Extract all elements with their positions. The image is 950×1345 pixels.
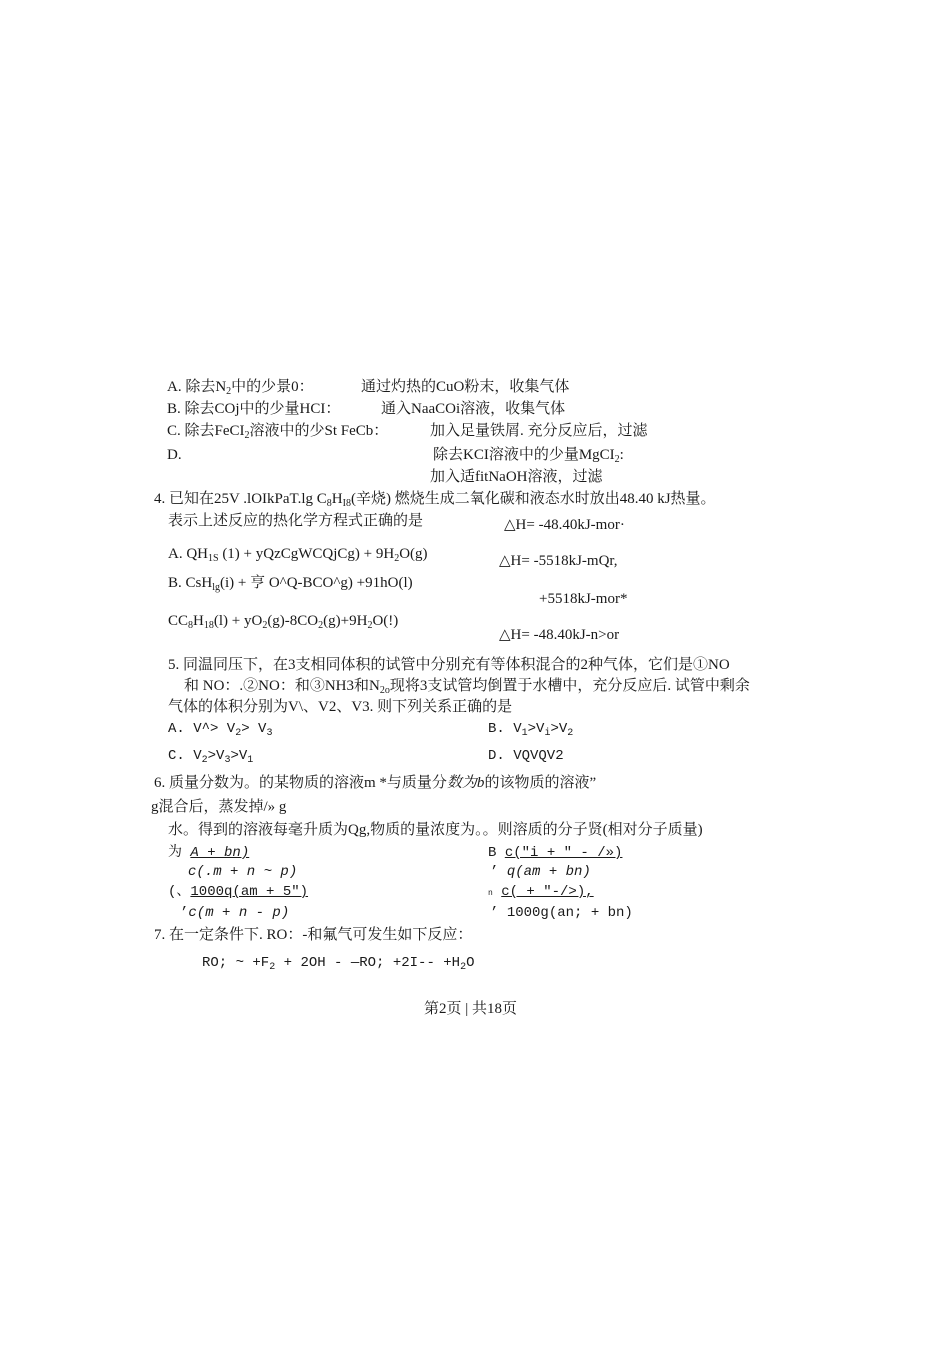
q5-a-2: > V: [241, 721, 267, 737]
q5-c-2: >V: [207, 748, 225, 764]
q6-d-num: c( + "-/>),: [501, 884, 594, 900]
q5-c-s2: 3: [224, 755, 231, 766]
q5-b-s2: i: [544, 728, 551, 739]
q3-d-method: 加入适fitNaOH溶液，过滤: [430, 469, 603, 485]
q4-dh-2: △H= -5518kJ-mQr,: [499, 553, 618, 569]
q5-stem-line3: 气体的体积分别为V\、V2、V3. 则下列关系正确的是: [168, 699, 513, 715]
q7-eq-2: + 2OH - —RO; +2I-- +H: [275, 955, 461, 971]
q3-d-target: [433, 446, 624, 464]
q5-a-s2: 3: [266, 728, 273, 739]
q5-stem-line2: [184, 677, 750, 695]
q5-option-a: [168, 720, 272, 738]
q5-option-b: [488, 720, 573, 738]
q4-c-4: (g)-8CO: [267, 613, 319, 629]
q6-d-pre: n: [488, 889, 493, 898]
q6-d-mark: ’: [490, 905, 499, 921]
q3-option-b: B. 除去COj中的少量HCI：: [167, 401, 341, 417]
q3-c-rest: 溶液中的少St FeCb：: [249, 423, 389, 439]
q5-c-s1: 2: [201, 755, 208, 766]
q5-c-1: C. V: [168, 748, 202, 764]
q5-c-3: >V: [230, 748, 248, 764]
q5-a-1: A. V^> V: [168, 721, 236, 737]
q3-a-label: A. 除去N: [167, 379, 227, 395]
q6-a-pre: 为: [168, 845, 191, 861]
q7-eq-3: O: [466, 955, 475, 971]
q5-a-s1: 2: [235, 728, 242, 739]
q6-b-den-line: [490, 863, 591, 881]
q4-c-s5: 2: [367, 620, 373, 631]
q5-c-s3: 1: [247, 755, 254, 766]
q4-c-s1: 8: [188, 620, 194, 631]
q6-c-den-line: [180, 904, 289, 922]
q4-c-3: (l) + yO: [213, 613, 263, 629]
q4-a-2: (1) + yQzCgWCQjCg) + 9H: [218, 546, 395, 562]
q4-c-s3: 2: [262, 620, 268, 631]
q4-l1b: H: [331, 491, 343, 507]
q4-l1s1: 8: [326, 498, 332, 509]
q6-c-pre: (、: [168, 884, 191, 900]
q7-eq-1: RO; ~ +F: [202, 955, 270, 971]
q4-dh-4: △H= -48.40kJ-n>or: [499, 627, 620, 643]
q5-stem-line1: 5. 同温同压下，在3支相同体积的试管中分别充有等体积混合的2种气体，它们是①NO: [168, 657, 730, 673]
q6-b-pre: B: [488, 845, 505, 861]
q6-c-mark: ’: [180, 905, 189, 921]
q4-b-2: (i) + 亨 O^Q-BCO^g) +91hO(l): [219, 575, 413, 591]
q6-option-c: [168, 883, 308, 901]
q4-dh-1: △H= -48.40kJ-mor·: [504, 517, 625, 533]
q3-option-d-label: D.: [167, 447, 182, 463]
q5-l2-sub: 2o: [379, 685, 390, 696]
q3-c-label: C. 除去FeCI: [167, 423, 245, 439]
q7-eq-s2: 2: [460, 962, 467, 973]
q3-option-c: [167, 422, 388, 440]
q3-d-target-text: 除去KCI溶液中的少量MgCI: [433, 447, 615, 463]
q6-a-num: A + bn): [190, 845, 250, 861]
q3-d-target-end: :: [619, 447, 624, 463]
q3-c-sub: 2: [244, 430, 250, 441]
q6-l1c: 的该物质的溶液”: [484, 775, 597, 791]
page-footer: 第2页 | 共18页: [424, 1001, 518, 1017]
q3-a-method: 通过灼热的CuO粉末，收集气体: [361, 379, 570, 395]
q6-l1b: 数为b: [446, 775, 485, 791]
q6-stem-line2: g混合后，蒸发掉/» g: [151, 799, 287, 815]
q6-b-den: q(am + bn): [506, 864, 591, 880]
q4-option-b: [168, 574, 413, 592]
q6-d-den-line: [490, 904, 633, 922]
q5-option-d: D. VQVQV2: [488, 748, 564, 764]
q4-c-1: CC: [168, 613, 189, 629]
q5-b-s1: 1: [521, 728, 528, 739]
q4-c-5: (g)+9H: [323, 613, 368, 629]
q6-a-den: c(.m + n ~ p): [188, 864, 298, 880]
q3-c-method: 加入足量铁屑. 充分反应后，过滤: [430, 423, 648, 439]
q4-a-1: A. QH: [168, 546, 208, 562]
q5-b-1: B. V: [488, 721, 522, 737]
q4-l1a: 4. 已知在25V .lOIkPaT.lg C: [154, 491, 327, 507]
q6-b-num: c("i + " - /»): [504, 845, 623, 861]
q3-a-rest: 中的少景0：: [231, 379, 314, 395]
q5-b-s3: 2: [567, 728, 574, 739]
q4-dh-3: +5518kJ-mor*: [539, 591, 628, 607]
q4-c-s2: 18: [203, 620, 214, 631]
q6-c-num: 1000q(am + 5"): [190, 884, 309, 900]
q4-b-s1: lg: [212, 582, 220, 593]
q5-b-3: >V: [550, 721, 568, 737]
q7-stem-line1: 7. 在一定条件下. RO：-和氟气可发生如下反应：: [154, 927, 473, 943]
q6-option-d: [488, 883, 594, 903]
q4-c-s4: 2: [318, 620, 324, 631]
q4-c-2: H: [193, 613, 204, 629]
q7-equation: [202, 954, 475, 972]
q4-l1s2: I8: [342, 498, 351, 509]
q4-a-s2: 2: [394, 553, 400, 564]
q6-c-den: c(m + n - p): [188, 905, 290, 921]
q5-l2: 和 NO：.②NO：和③NH3和N: [184, 678, 380, 694]
q6-option-b: [488, 844, 622, 862]
q5-b-2: >V: [527, 721, 545, 737]
q4-a-s1: 1S: [208, 553, 219, 564]
q6-stem-line1: [154, 774, 596, 792]
q4-stem-line1: [154, 490, 716, 508]
q4-l1c: (辛烧) 燃烧生成二氧化碳和液态水时放出48.40 kJ热量。: [350, 491, 716, 507]
q4-option-c: [168, 612, 398, 630]
q6-b-mark: ’: [490, 864, 499, 880]
q3-d-target-sub: 2: [614, 454, 620, 465]
q6-stem-line3: 水。得到的溶液每毫升质为Qg,物质的量浓度为。。则溶质的分子贤(相对分子质量): [168, 822, 703, 838]
q4-b-1: B. CsH: [168, 575, 213, 591]
q5-l2-end: 现将3支试管均倒置于水槽中，充分反应后. 试管中剩余: [389, 678, 750, 694]
q4-option-a: [168, 545, 428, 563]
q7-eq-s1: 2: [269, 962, 276, 973]
q6-d-den: 1000g(an; + bn): [506, 905, 633, 921]
q3-option-a: [167, 378, 314, 396]
q6-l1a: 6. 质量分数为。的某物质的溶液m *与质量分: [154, 775, 447, 791]
q3-a-sub: 2: [226, 386, 232, 397]
q3-b-method: 通入NaaCOi溶液，收集气体: [381, 401, 566, 417]
q4-a-3: O(g): [399, 546, 428, 562]
q5-option-c: [168, 747, 253, 765]
q6-option-a: [168, 844, 249, 862]
q4-stem-line2: 表示上述反应的热化学方程式正确的是: [168, 513, 424, 529]
q4-c-6: O(!): [372, 613, 399, 629]
